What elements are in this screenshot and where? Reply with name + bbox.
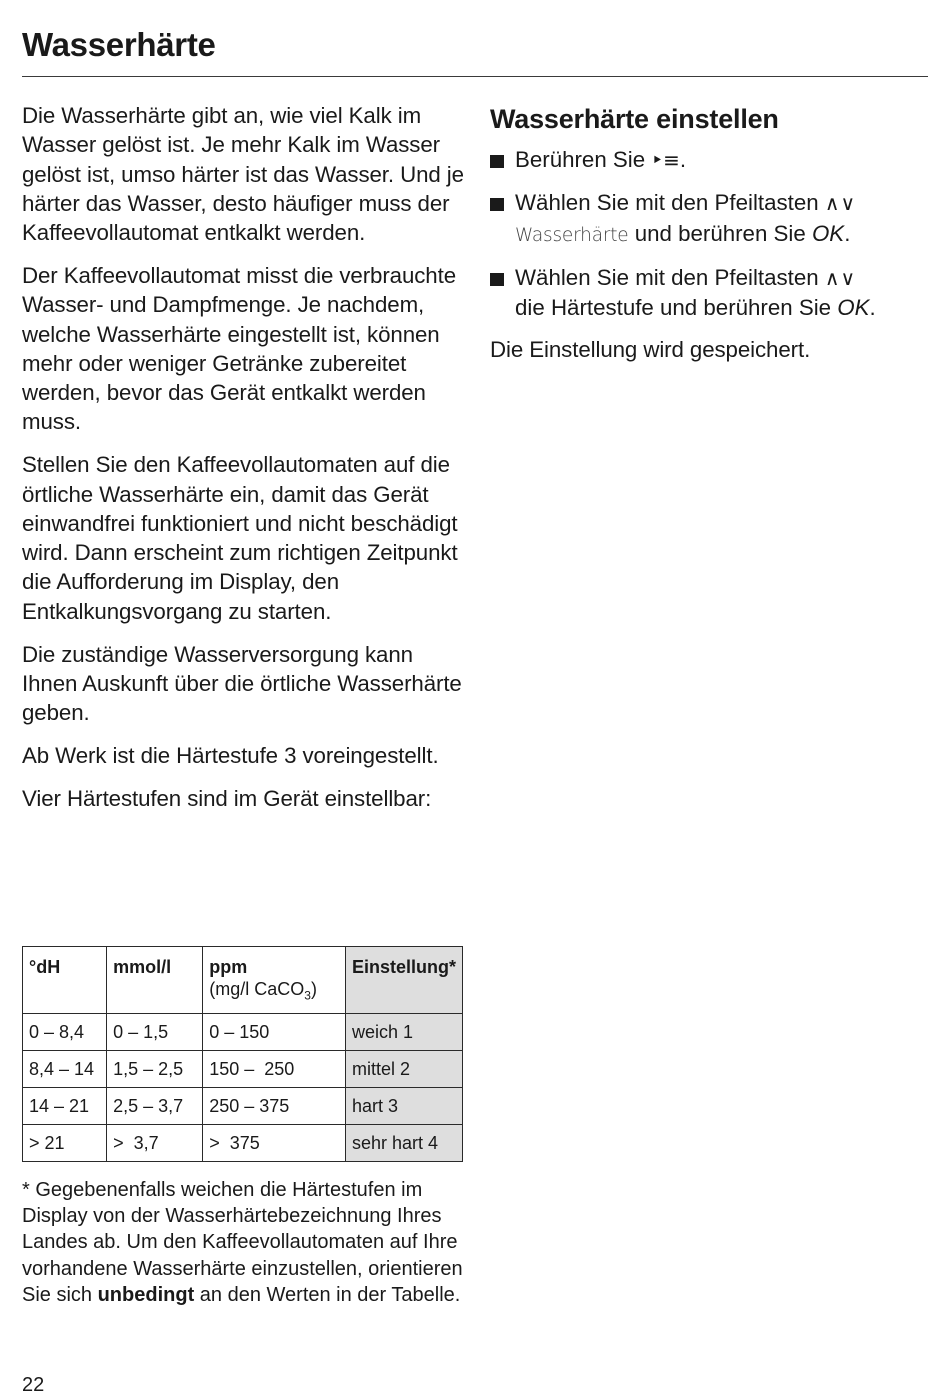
cell-mmol: > 3,7 bbox=[107, 1124, 203, 1161]
step-2: Wählen Sie mit den Pfeiltasten ∧∨ Wasserhärte und berühren Sie OK. bbox=[490, 188, 930, 250]
header-ppm-label: ppm bbox=[209, 957, 248, 977]
cell-mmol: 1,5 – 2,5 bbox=[107, 1050, 203, 1087]
cell-dh: > 21 bbox=[23, 1124, 107, 1161]
header-ppm-unit: (mg/l CaCO$_3$) bbox=[209, 979, 317, 1003]
arrow-keys-icon: ∧∨ bbox=[824, 265, 857, 290]
cell-ppm: > 375 bbox=[203, 1124, 346, 1161]
cell-mmol: 2,5 – 3,7 bbox=[107, 1087, 203, 1124]
display-text-wasserhaerte: Wasserhärte bbox=[515, 224, 629, 246]
square-bullet-icon bbox=[490, 273, 504, 286]
paragraph-water-hardness-intro: Die Wasserhärte gibt an, wie viel Kalk im Wasser gelöst ist. Je mehr Kalk im Wasser gelöst ist, umso härter ist das Wasser. Und je härter das Wasser, desto häufiger muss der Kaffeevollautomat entkalkt werden. bbox=[22, 103, 464, 246]
cell-setting: mittel 2 bbox=[345, 1050, 462, 1087]
cell-ppm: 150 – 250 bbox=[203, 1050, 346, 1087]
header-mmol: mmol/l bbox=[107, 947, 203, 1014]
cell-setting: weich 1 bbox=[345, 1013, 462, 1050]
menu-icon: ‣≡ bbox=[651, 148, 680, 172]
cell-mmol: 0 – 1,5 bbox=[107, 1013, 203, 1050]
cell-setting: hart 3 bbox=[345, 1087, 462, 1124]
table-row bbox=[23, 1013, 463, 1050]
paragraph-four-levels: Vier Härtestufen sind im Gerät einstellbar: bbox=[22, 785, 432, 811]
right-column bbox=[490, 101, 930, 378]
square-bullet-icon bbox=[490, 198, 504, 211]
header-setting: Einstellung* bbox=[345, 947, 462, 1014]
ok-label: OK bbox=[837, 295, 870, 321]
section-heading: Wasserhärte einstellen bbox=[490, 104, 779, 134]
square-bullet-icon bbox=[490, 155, 504, 168]
cell-dh: 14 – 21 bbox=[23, 1087, 107, 1124]
header-dh: °dH bbox=[23, 947, 107, 1014]
arrow-keys-icon: ∧∨ bbox=[824, 191, 857, 216]
page-number: 22 bbox=[22, 1374, 45, 1396]
paragraph-factory-default: Ab Werk ist die Härtestufe 3 voreingestellt. bbox=[22, 742, 439, 768]
paragraph-set-hardness: Stellen Sie den Kaffeevollautomaten auf die örtliche Wasserhärte ein, damit das Gerät einwandfrei funktioniert und nicht beschädigt wird. Dann erscheint zum richtigen Zeitpunkt die Aufforderung im Display, den Entkalkungsvorgang zu starten. bbox=[22, 452, 458, 624]
step-3: Wählen Sie mit den Pfeiltasten ∧∨ die Härtestufe und berühren Sie OK. bbox=[490, 263, 930, 323]
footnote: * Gegebenenfalls weichen die Härtestufen im Display von der Wasserhärtebezeichnung Ihres Landes ab. Um den Kaffeevollautomaten auf Ihre vorhandene Wasserhärte einzustellen, orientieren Sie sich unbedingt an den Werten in der Tabelle. bbox=[22, 1179, 463, 1306]
paragraph-water-supplier: Die zuständige Wasserversorgung kann Ihnen Auskunft über die örtliche Wasserhärte geben. bbox=[22, 641, 462, 726]
table-row bbox=[23, 1050, 463, 1087]
result-text: Die Einstellung wird gespeichert. bbox=[490, 337, 811, 363]
cell-dh: 0 – 8,4 bbox=[23, 1013, 107, 1050]
cell-setting: sehr hart 4 bbox=[345, 1124, 462, 1161]
left-column bbox=[22, 101, 468, 827]
footnote-emphasis: unbedingt bbox=[97, 1283, 195, 1306]
cell-ppm: 0 – 150 bbox=[203, 1013, 346, 1050]
step-1: Berühren Sie ‣≡. bbox=[490, 145, 930, 175]
title-rule bbox=[22, 76, 928, 77]
ok-label: OK bbox=[811, 220, 845, 246]
page-title: Wasserhärte bbox=[22, 26, 216, 63]
header-ppm bbox=[203, 947, 346, 1014]
table-header-row bbox=[23, 947, 463, 1014]
table-row bbox=[23, 1124, 463, 1161]
table-row bbox=[23, 1087, 463, 1124]
hardness-table bbox=[22, 946, 463, 1162]
paragraph-measurement: Der Kaffeevollautomat misst die verbrauchte Wasser- und Dampfmenge. Je nachdem, welche Wasserhärte eingestellt ist, können mehr oder weniger Getränke zubereitet werden, bevor das Gerät entkalkt werden muss. bbox=[22, 262, 457, 435]
cell-ppm: 250 – 375 bbox=[203, 1087, 346, 1124]
cell-dh: 8,4 – 14 bbox=[23, 1050, 107, 1087]
